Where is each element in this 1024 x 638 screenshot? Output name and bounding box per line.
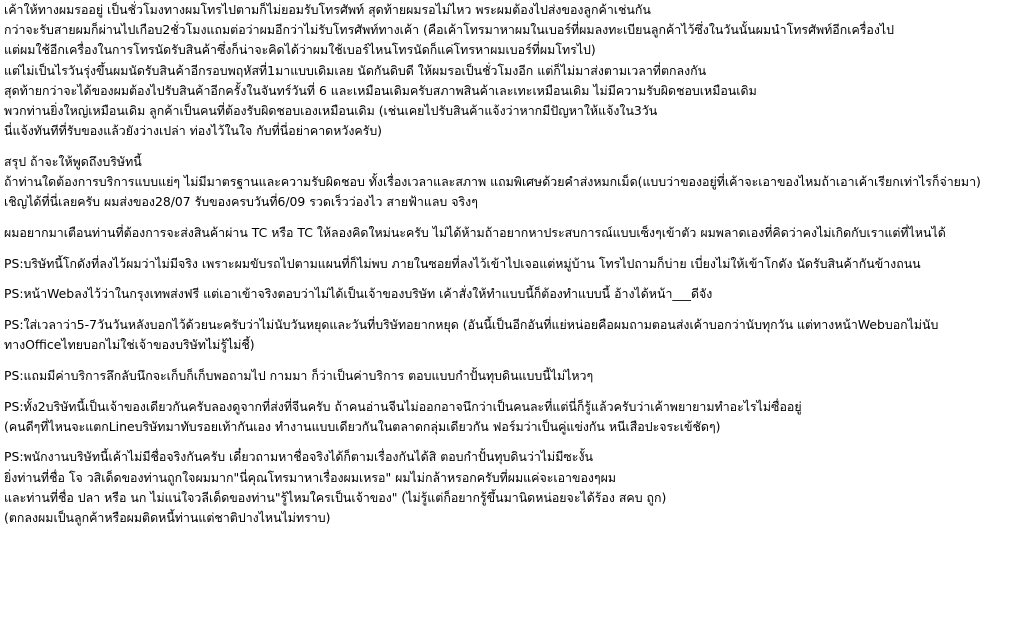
- text-line: แต่ไม่เป็นไรวันรุ่งขึ้นผมนัดรับสินค้าอีกรอบพฤหัสที่1มาแบบเดิมเลย นัดกันดิบดี ให้ผมรอเป็นชั่วโมงอีก แต่ก็ไม่มาส่งตามเวลาที่ตกลงกัน: [4, 62, 707, 78]
- text-line: และท่านที่ชื่อ ปลา หรือ นก ไม่แน่ใจวลีเด็ดของท่าน"รู้ไหมใครเป็นเจ้าของ" (ไม่รู้แต่ก็อยากรู้ขึ้นมานิดหน่อยจะได้ร้อง สคบ ถูก): [4, 489, 667, 505]
- text-line: กว่าจะรับสายผมก็ผ่านไปเกือบ2ชั่วโมงแถมต่อว่าผมอีกว่าไม่รับโทรศัพท์ทางเค้า (คือเค้าโทรมาหาผมในเบอร์ที่ผมลงทะเบียนลูกค้าไว้ซึ่งในวันนั้นผมนำโทรศัพท์อีกเครื่องไป: [4, 22, 894, 38]
- text-line: ทางOfficeไทยบอกไม่ใช่เจ้าของบริษัทไม่รู้ไม่ชี้): [4, 337, 255, 353]
- ps-line: PS:บริษัทนี้โกดังที่ลงไว้ผมว่าไม่มีจริง เพราะผมขับรถไปตามแผนที่ก็ไม่พบ ภายในซอยที่ลงไว้เข้าไปเจอแต่หมู่บ้าน โทรไปถามก็บ่าย เบี่ยงไม่ให้เข้าโกดัง นัดรับสินค้ากันข้างถนน: [4, 255, 921, 271]
- blank-line: [4, 437, 1020, 448]
- blank-line: [4, 304, 1020, 315]
- ps-line: PS:ใส่เวลาว่า5-7วันวันหลังบอกไว้ด้วยนะครับว่าไม่นับวันหยุดและวันที่บริษัทอยากหยุด (อันนี้เป็นอีกอันที่แย่หน่อยคือผมถามตอนส่งเค้าบอกว่านับทุกวัน แต่ทางหน้าWebบอกไม่นับ: [4, 316, 939, 332]
- text-line: พวกท่านยิ่งใหญ่เหมือนเดิม ลูกค้าเป็นคนที่ต้องรับผิดชอบเองเหมือนเดิม (เช่นเคยไปรับสินค้าแจ้งว่าหากมีปัญหาให้แจ้งใน3วัน: [4, 102, 658, 118]
- text-line: แต่ผมใช้อีกเครื่องในการโทรนัดรับสินค้าซึ่งก็น่าจะคิดได้ว่าผมใช้เบอร์ไหนโทรนัดก็แค่โทรหาผมเบอร์ที่ผมโทรไป): [4, 42, 596, 58]
- text-line: ถ้าท่านใดต้องการบริการแบบแย่ๆ ไม่มีมาตรฐานและความรับผิดชอบ ทั้งเรื่องเวลาและสภาพ แถมพิเศษด้วยคำส่งหมกเม็ด(แบบว่าของอยู่ที่เค้าจะเอาของไหมถ้าเอาเค้าเรียกเท่าไรก็จ่ายมา): [4, 174, 981, 189]
- blank-line: [4, 355, 1020, 366]
- text-line: สุดท้ายกว่าจะได้ของผมต้องไปรับสินค้าอีกครั้งในจันทร์วันที่ 6 และเหมือนเดิมครับสภาพสินค้าเละเทะเหมือนเดิม ไม่มีความรับผิดชอบเหมือนเดิม: [4, 82, 757, 98]
- blank-line: [4, 243, 1020, 254]
- text-line: นี่แจ้งทันทีที่รับของแล้วยังว่างเปล่า ท่องไว้ในใจ กับที่นี่อย่าคาดหวังครับ): [4, 123, 383, 139]
- blank-line: [4, 212, 1020, 223]
- ps-line: PS:พนักงานบริษัทนี้เค้าไม่มีชื่อจริงกันครับ เดี๋ยวถามหาชื่อจริงได้ก็ตามเรื่องกันได้สิ ตอบกำปั้นทุบดินว่าไม่มีซะงั้น: [4, 449, 593, 465]
- summary-heading: สรุป ถ้าจะให้พูดถึงบริษัทนี้: [4, 153, 142, 169]
- text-line: เชิญได้ที่นี่เลยครับ ผมส่งของ28/07 รับของครบวันที่6/09 รวดเร็วว่องไว สายฟ้าแลบ จริงๆ: [4, 194, 478, 210]
- ps-line: PS:ทั้ง2บริษัทนี้เป็นเจ้าของเดียวกันครับลองดูจากที่ส่งที่จีนครับ ถ้าคนอ่านจีนไม่ออกอาจนึกว่าเป็นคนละที่แต่นี่ก็รู้แล้วครับว่าเค้าพยายามทำอะไรไม่ซื่ออยู่: [4, 398, 802, 414]
- text-line: เค้าให้ทางผมรออยู่ เป็นชั่วโมงทางผมโทรไปตามก็ไม่ยอมรับโทรศัพท์ สุดท้ายผมรอไม่ไหว พระผมต้องไปส่งของลูกค้าเช่นกัน: [4, 2, 651, 17]
- blank-line: [4, 274, 1020, 285]
- text-line: (ตกลงผมเป็นลูกค้าหรือผมติดหนี้ท่านแต่ชาติปางไหนไม่ทราบ): [4, 509, 331, 525]
- ps-line: PS:แถมมีค่าบริการลึกลับนึกจะเก็บก็เก็บพอถามไป กามมา ก็ว่าเป็นค่าบริการ ตอบแบบกำปั้นทุบดินแบบนี้ไม่ไหวๆ: [4, 367, 594, 383]
- text-line: ผมอยากมาเตือนท่านที่ต้องการจะส่งสินค้าผ่าน TC หรือ TC ให้ลองคิดใหม่นะครับ ไม่ได้ห้ามถ้าอยากหาประสบการณ์แบบเซ็งๆเข้าตัว ผมพลาดเองที่คิดว่าคงไม่เกิดกับเราแต่ที่ไหนได้: [4, 224, 946, 240]
- blank-line: [4, 141, 1020, 152]
- text-line: (คนดีๆที่ไหนจะแตกLineบริษัทมาทับรอยเท้ากันเอง ทำงานแบบเดียวกันในตลาดกลุ่มเดียวกัน ฟอร์มว่าเป็นคู่แข่งกัน หนีเสือปะจระเข้ชัดๆ): [4, 418, 721, 434]
- blank-line: [4, 386, 1020, 397]
- text-line: ยิ่งท่านที่ชื่อ โจ วสิเด็ดของท่านถูกใจผมมาก"นี่คุณโทรมาหาเรื่องผมเหรอ" ผมไม่กล้าหรอกครับที่ผมแค่จะเอาของๆผม: [4, 469, 617, 485]
- ps-line: PS:หน้าWebลงไว้ว่าในกรุงเทพส่งฟรี แต่เอาเข้าจริงตอบว่าไม่ได้เป็นเจ้าของบริษัท เค้าสั่งให้ทำแบบนี้ก็ต้องทำแบบนี้ อ้างได้หน้า___ดีจัง: [4, 286, 713, 302]
